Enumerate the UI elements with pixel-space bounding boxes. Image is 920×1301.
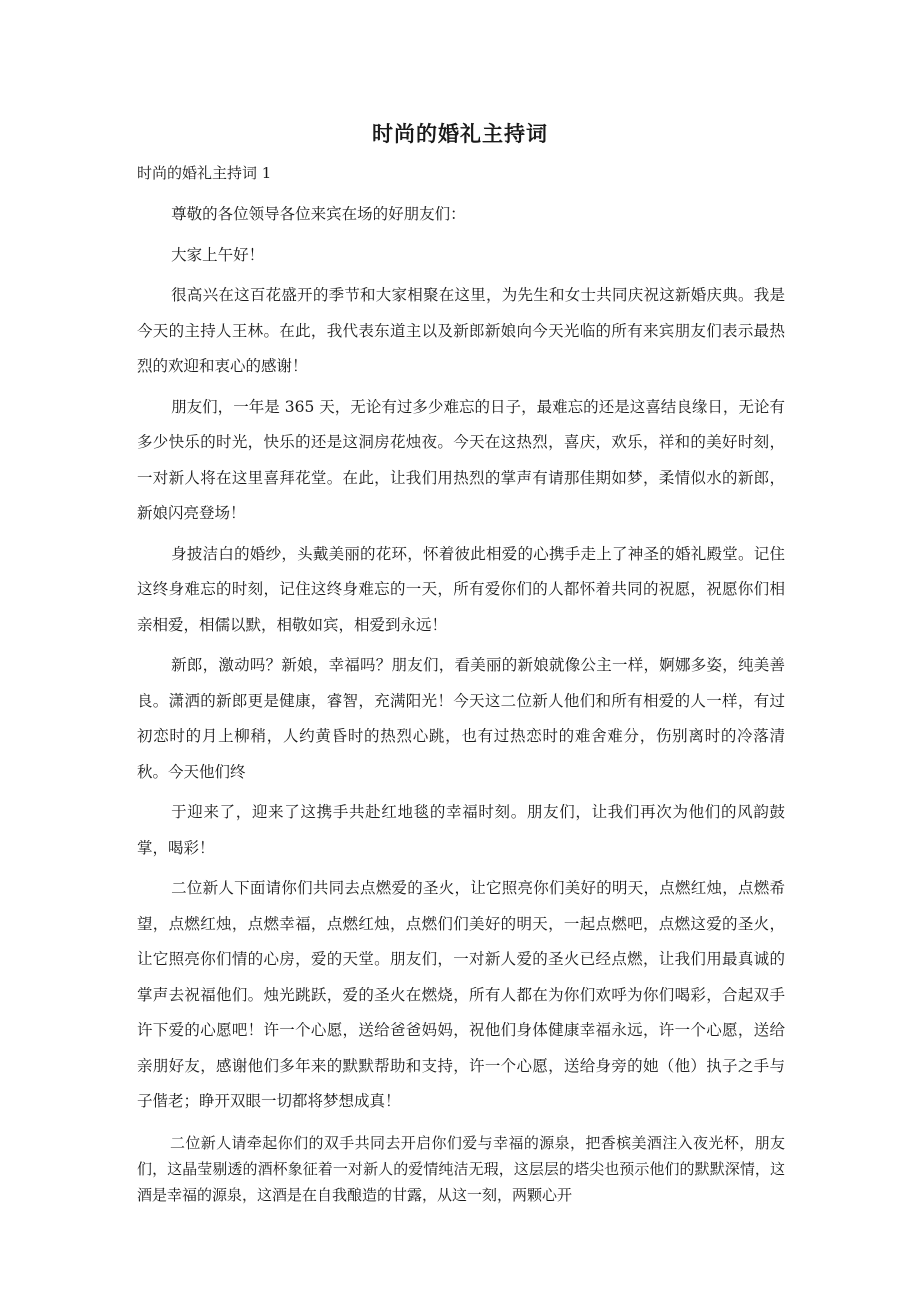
paragraph: 身披洁白的婚纱，头戴美丽的花环，怀着彼此相爱的心携手走上了神圣的婚礼殿堂。记住这终身难忘的时刻，记住这终身难忘的一天，所有爱你们的人都怀着共同的祝愿，祝愿你们相亲相爱，相儒以默，相敬如宾，相爱到永远！ bbox=[137, 544, 785, 634]
document-title: 时尚的婚礼主持词 bbox=[372, 122, 548, 146]
paragraph: 尊敬的各位领导各位来宾在场的好朋友们： bbox=[171, 205, 466, 223]
paragraph: 二位新人请牵起你们的双手共同去开启你们爱与幸福的源泉，把香槟美酒注入夜光杯，朋友们，这晶莹剔透的酒杯象征着一对新人的爱情纯洁无瑕，这层层的塔尖也预示他们的默默深情，这酒是幸福的源泉，这酒是在自我酿造的甘露，从这一刻，两颗心开 bbox=[137, 1133, 785, 1204]
paragraph: 很高兴在这百花盛开的季节和大家相聚在这里，为先生和女士共同庆祝这新婚庆典。我是今天的主持人王林。在此，我代表东道主以及新郎新娘向今天光临的所有来宾朋友们表示最热烈的欢迎和衷心的感谢！ bbox=[137, 286, 785, 375]
document-body bbox=[137, 197, 785, 1213]
paragraph: 新郎，激动吗？新娘，幸福吗？朋友们，看美丽的新娘就像公主一样，婀娜多姿，纯美善良。潇洒的新郎更是健康，睿智，充满阳光！今天这二位新人他们和所有相爱的人一样，有过初恋时的月上柳稍，人约黄昏时的热烈心跳，也有过热恋时的难舍难分，伤别离时的冷落清秋。今天他们终 bbox=[137, 656, 785, 781]
paragraph: 二位新人下面请你们共同去点燃爱的圣火，让它照亮你们美好的明天，点燃红烛，点燃希望，点燃红烛，点燃幸福，点燃红烛，点燃们们美好的明天，一起点燃吧，点燃这爱的圣火，让它照亮你们情的心房，爱的天堂。朋友们，一对新人爱的圣火已经点燃，让我们用最真诚的掌声去祝福他们。烛光跳跃，爱的圣火在燃烧，所有人都在为你们欢呼为你们喝彩，合起双手许下爱的心愿吧！许一个心愿，送给爸爸妈妈，祝他们身体健康幸福永远，许一个心愿，送给亲朋好友，感谢他们多年来的默默帮助和支持，许一个心愿，送给身旁的她（他）执子之手与子偕老；睁开双眼一切都将梦想成真！ bbox=[137, 879, 785, 1110]
paragraph: 大家上午好！ bbox=[171, 245, 265, 264]
document-subtitle: 时尚的婚礼主持词 1 bbox=[137, 164, 272, 182]
paragraph: 朋友们，一年是 365 天，无论有过多少难忘的日子，最难忘的还是这喜结良缘日，无论有多少快乐的时光，快乐的还是这洞房花烛夜。今天在这热烈，喜庆，欢乐，祥和的美好时刻，一对新人将在这里喜拜花堂。在此，让我们用热烈的掌声有请那佳期如梦，柔情似水的新郎，新娘闪亮登场！ bbox=[137, 397, 785, 522]
paragraph: 于迎来了，迎来了这携手共赴红地毯的幸福时刻。朋友们，让我们再次为他们的风韵鼓掌，喝彩！ bbox=[137, 803, 785, 857]
